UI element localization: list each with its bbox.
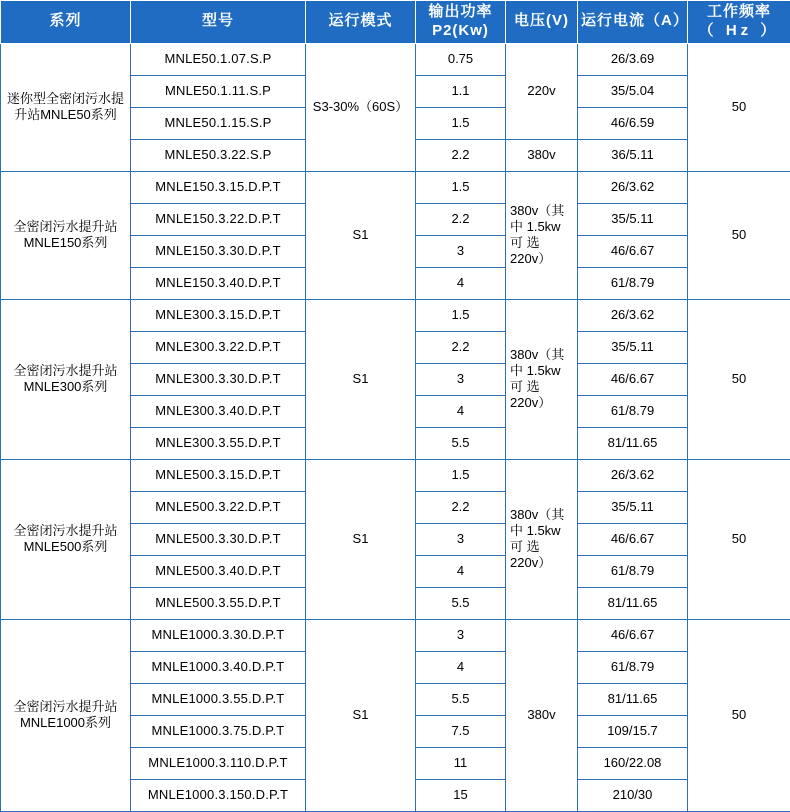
- series-cell: 全密闭污水提升站 MNLE300系列: [1, 299, 131, 459]
- current-cell: 46/6.67: [578, 235, 688, 267]
- output-power-cell: 7.5: [416, 715, 506, 747]
- output-power-cell: 5.5: [416, 427, 506, 459]
- current-cell: 61/8.79: [578, 555, 688, 587]
- output-power-cell: 4: [416, 267, 506, 299]
- output-power-cell: 2.2: [416, 139, 506, 171]
- model-cell: MNLE150.3.40.D.P.T: [131, 267, 306, 299]
- current-cell: 81/11.65: [578, 683, 688, 715]
- output-power-cell: 4: [416, 651, 506, 683]
- output-power-cell: 1.5: [416, 299, 506, 331]
- series-cell: 迷你型全密闭污水提升站MNLE50系列: [1, 43, 131, 171]
- model-cell: MNLE150.3.22.D.P.T: [131, 203, 306, 235]
- column-header-operating-mode: 运行模式: [306, 1, 416, 44]
- current-cell: 81/11.65: [578, 427, 688, 459]
- model-cell: MNLE300.3.40.D.P.T: [131, 395, 306, 427]
- column-header-series: 系列: [1, 1, 131, 44]
- current-cell: 35/5.11: [578, 331, 688, 363]
- column-header-current: 运行电流（A）: [578, 1, 688, 44]
- current-cell: 160/22.08: [578, 747, 688, 779]
- model-cell: MNLE50.3.22.S.P: [131, 139, 306, 171]
- model-cell: MNLE500.3.15.D.P.T: [131, 459, 306, 491]
- voltage-cell: 380v: [506, 619, 578, 811]
- output-power-cell: 3: [416, 235, 506, 267]
- frequency-line1: 工作频率: [707, 3, 771, 20]
- output-power-cell: 4: [416, 395, 506, 427]
- output-power-cell: 5.5: [416, 587, 506, 619]
- series-cell: 全密闭污水提升站 MNLE500系列: [1, 459, 131, 619]
- model-cell: MNLE500.3.22.D.P.T: [131, 491, 306, 523]
- model-cell: MNLE50.1.07.S.P: [131, 43, 306, 75]
- current-cell: 35/5.04: [578, 75, 688, 107]
- current-cell: 36/5.11: [578, 139, 688, 171]
- output-power-cell: 3: [416, 523, 506, 555]
- model-cell: MNLE150.3.15.D.P.T: [131, 171, 306, 203]
- current-cell: 35/5.11: [578, 491, 688, 523]
- model-cell: MNLE50.1.11.S.P: [131, 75, 306, 107]
- frequency-line2: （ Hz ）: [691, 22, 787, 41]
- frequency-cell: 50: [688, 171, 790, 299]
- output-power-cell: 3: [416, 619, 506, 651]
- model-cell: MNLE500.3.40.D.P.T: [131, 555, 306, 587]
- model-cell: MNLE1000.3.40.D.P.T: [131, 651, 306, 683]
- current-cell: 46/6.59: [578, 107, 688, 139]
- operating-mode-cell: S1: [306, 619, 416, 811]
- output-power-line2: P2(Kw): [432, 22, 489, 39]
- table-row: [1, 299, 790, 331]
- column-header-voltage: 电压(V): [506, 1, 578, 44]
- current-cell: 109/15.7: [578, 715, 688, 747]
- voltage-cell: 220v: [506, 43, 578, 139]
- frequency-cell: 50: [688, 619, 790, 811]
- current-cell: 26/3.62: [578, 171, 688, 203]
- table-row: [1, 43, 790, 75]
- current-cell: 46/6.67: [578, 363, 688, 395]
- current-cell: 61/8.79: [578, 651, 688, 683]
- model-cell: MNLE300.3.55.D.P.T: [131, 427, 306, 459]
- output-power-cell: 3: [416, 363, 506, 395]
- table-row: [1, 459, 790, 491]
- voltage-cell: 380v（其中 1.5kw 可 选 220v）: [506, 171, 578, 299]
- model-cell: MNLE500.3.55.D.P.T: [131, 587, 306, 619]
- frequency-cell: 50: [688, 459, 790, 619]
- current-cell: 26/3.69: [578, 43, 688, 75]
- current-cell: 61/8.79: [578, 267, 688, 299]
- current-cell: 61/8.79: [578, 395, 688, 427]
- column-header-frequency: [688, 1, 790, 44]
- operating-mode-cell: S1: [306, 459, 416, 619]
- column-header-model: 型号: [131, 1, 306, 44]
- model-cell: MNLE1000.3.150.D.P.T: [131, 779, 306, 811]
- current-cell: 210/30: [578, 779, 688, 811]
- model-cell: MNLE1000.3.30.D.P.T: [131, 619, 306, 651]
- model-cell: MNLE50.1.15.S.P: [131, 107, 306, 139]
- voltage-cell: 380v: [506, 139, 578, 171]
- series-cell: 全密闭污水提升站MNLE1000系列: [1, 619, 131, 811]
- model-cell: MNLE1000.3.110.D.P.T: [131, 747, 306, 779]
- output-power-cell: 1.1: [416, 75, 506, 107]
- output-power-cell: 1.5: [416, 171, 506, 203]
- model-cell: MNLE150.3.30.D.P.T: [131, 235, 306, 267]
- current-cell: 26/3.62: [578, 299, 688, 331]
- operating-mode-cell: S1: [306, 171, 416, 299]
- frequency-cell: 50: [688, 299, 790, 459]
- operating-mode-cell: S1: [306, 299, 416, 459]
- output-power-cell: 5.5: [416, 683, 506, 715]
- model-cell: MNLE300.3.30.D.P.T: [131, 363, 306, 395]
- current-cell: 81/11.65: [578, 587, 688, 619]
- table-header: [1, 1, 790, 44]
- current-cell: 35/5.11: [578, 203, 688, 235]
- series-cell: 全密闭污水提升站 MNLE150系列: [1, 171, 131, 299]
- output-power-cell: 2.2: [416, 331, 506, 363]
- model-cell: MNLE500.3.30.D.P.T: [131, 523, 306, 555]
- output-power-cell: 15: [416, 779, 506, 811]
- output-power-line1: 输出功率: [428, 3, 492, 20]
- model-cell: MNLE1000.3.75.D.P.T: [131, 715, 306, 747]
- model-cell: MNLE300.3.15.D.P.T: [131, 299, 306, 331]
- model-cell: MNLE300.3.22.D.P.T: [131, 331, 306, 363]
- output-power-cell: 4: [416, 555, 506, 587]
- output-power-cell: 2.2: [416, 491, 506, 523]
- voltage-cell: 380v（其中 1.5kw 可 选 220v）: [506, 459, 578, 619]
- output-power-cell: 0.75: [416, 43, 506, 75]
- output-power-cell: 1.5: [416, 107, 506, 139]
- operating-mode-cell: S3-30%（60S）: [306, 43, 416, 171]
- current-cell: 46/6.67: [578, 523, 688, 555]
- column-header-output-power: [416, 1, 506, 44]
- table-row: [1, 171, 790, 203]
- header-row: [1, 1, 790, 44]
- frequency-cell: 50: [688, 43, 790, 171]
- current-cell: 26/3.62: [578, 459, 688, 491]
- voltage-cell: 380v（其中 1.5kw 可 选 220v）: [506, 299, 578, 459]
- output-power-cell: 2.2: [416, 203, 506, 235]
- table-row: [1, 619, 790, 651]
- table-body: [1, 43, 790, 811]
- output-power-cell: 1.5: [416, 459, 506, 491]
- current-cell: 46/6.67: [578, 619, 688, 651]
- model-cell: MNLE1000.3.55.D.P.T: [131, 683, 306, 715]
- output-power-cell: 11: [416, 747, 506, 779]
